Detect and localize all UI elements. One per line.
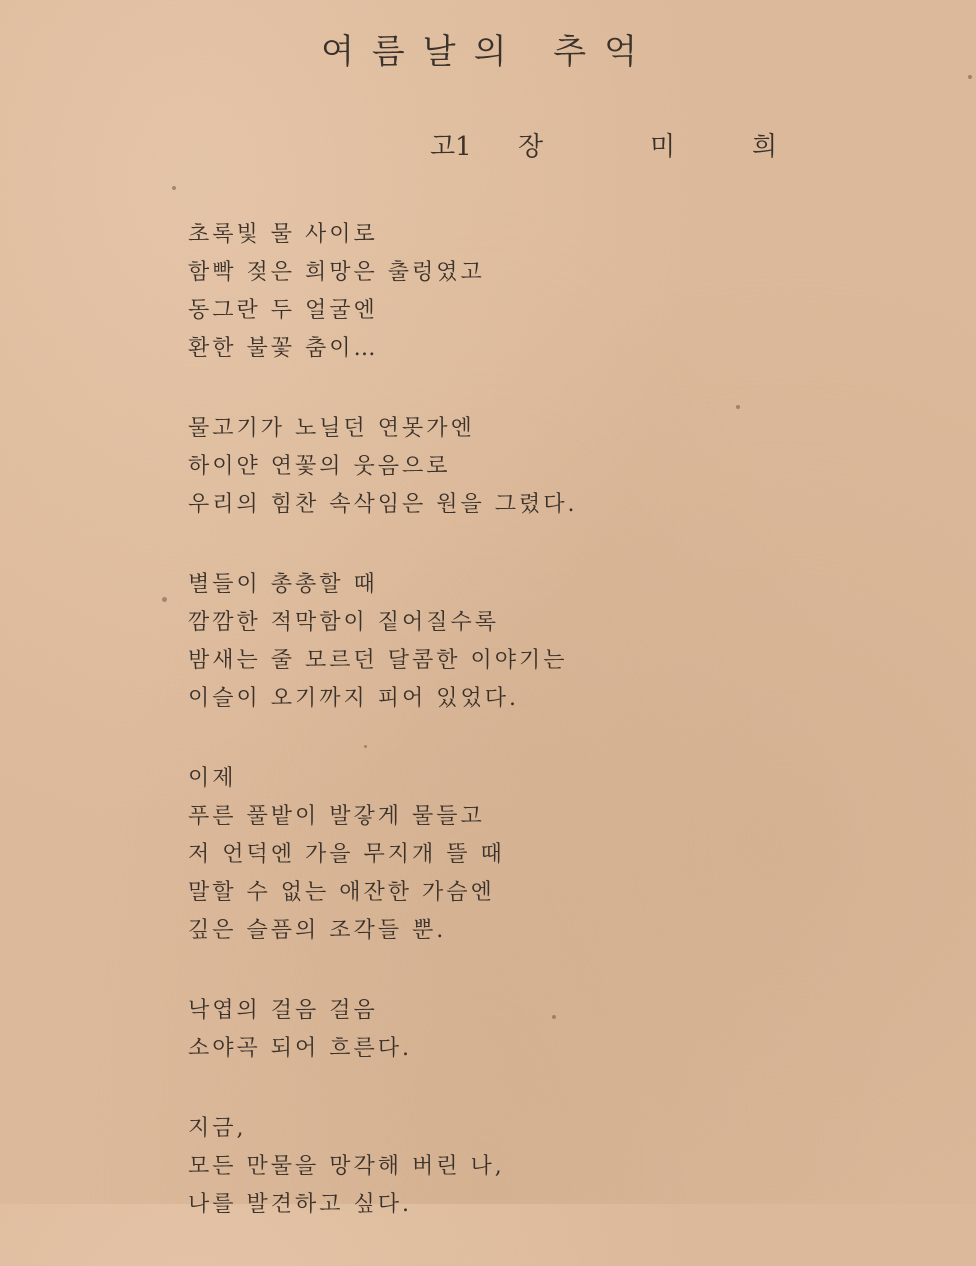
poem-line: 함빡 젖은 희망은 출렁였고: [188, 260, 485, 285]
poem-line: 나를 발견하고 싶다.: [188, 1192, 412, 1217]
poem-line: 저 언덕엔 가을 무지개 뜰 때: [188, 842, 505, 867]
poem-line: 별들이 총총할 때: [188, 572, 378, 597]
poem-line: 동그란 두 얼굴엔: [188, 298, 378, 323]
poem-line: 이슬이 오기까지 피어 있었다.: [188, 686, 519, 711]
poem-line: 모든 만물을 망각해 버린 나,: [188, 1154, 505, 1179]
stanza-1: [188, 216, 888, 368]
poem-line: 우리의 힘찬 속삭임은 원을 그렸다.: [188, 492, 578, 517]
author-name-last: 희: [752, 132, 778, 162]
poem-title: 여름날의 추억: [321, 32, 655, 72]
author-name-surname: 장: [518, 132, 544, 162]
poem-line: 지금,: [188, 1116, 247, 1141]
poem-line: 물고기가 노닐던 연못가엔: [188, 416, 475, 441]
paper-speck: [172, 186, 176, 190]
poem-line: 밤새는 줄 모르던 달콤한 이야기는: [188, 648, 568, 673]
poem-line: 깊은 슬픔의 조각들 뿐.: [188, 918, 447, 943]
stanza-6: [188, 1110, 888, 1224]
poem-line: 소야곡 되어 흐른다.: [188, 1036, 412, 1061]
poem-line: 말할 수 없는 애잔한 가슴엔: [188, 880, 495, 905]
poem-line: 하이얀 연꽃의 웃음으로: [188, 454, 451, 479]
poem-line: 환한 불꽃 춤이…: [188, 336, 379, 361]
paper-speck: [162, 597, 167, 602]
paper-speck: [552, 1015, 556, 1019]
stanza-3: [188, 566, 888, 718]
paper-speck: [968, 75, 972, 79]
author-line: [430, 126, 790, 166]
poem-line: 깜깜한 적막함이 짙어질수록: [188, 610, 500, 635]
paper-speck: [736, 405, 740, 409]
poem-body: [188, 216, 888, 1266]
poem-line: 낙엽의 걸음 걸음: [188, 998, 378, 1023]
stanza-5: [188, 992, 888, 1068]
paper-speck: [364, 745, 367, 748]
poem-line: 이제: [188, 766, 237, 791]
poem-line: 초록빛 물 사이로: [188, 222, 378, 247]
poem-line: 푸른 풀밭이 발갛게 물들고: [188, 804, 485, 829]
author-grade: 고1: [430, 132, 472, 162]
stanza-2: [188, 410, 888, 524]
author-name-first: 미: [650, 132, 676, 162]
stanza-4: [188, 760, 888, 950]
